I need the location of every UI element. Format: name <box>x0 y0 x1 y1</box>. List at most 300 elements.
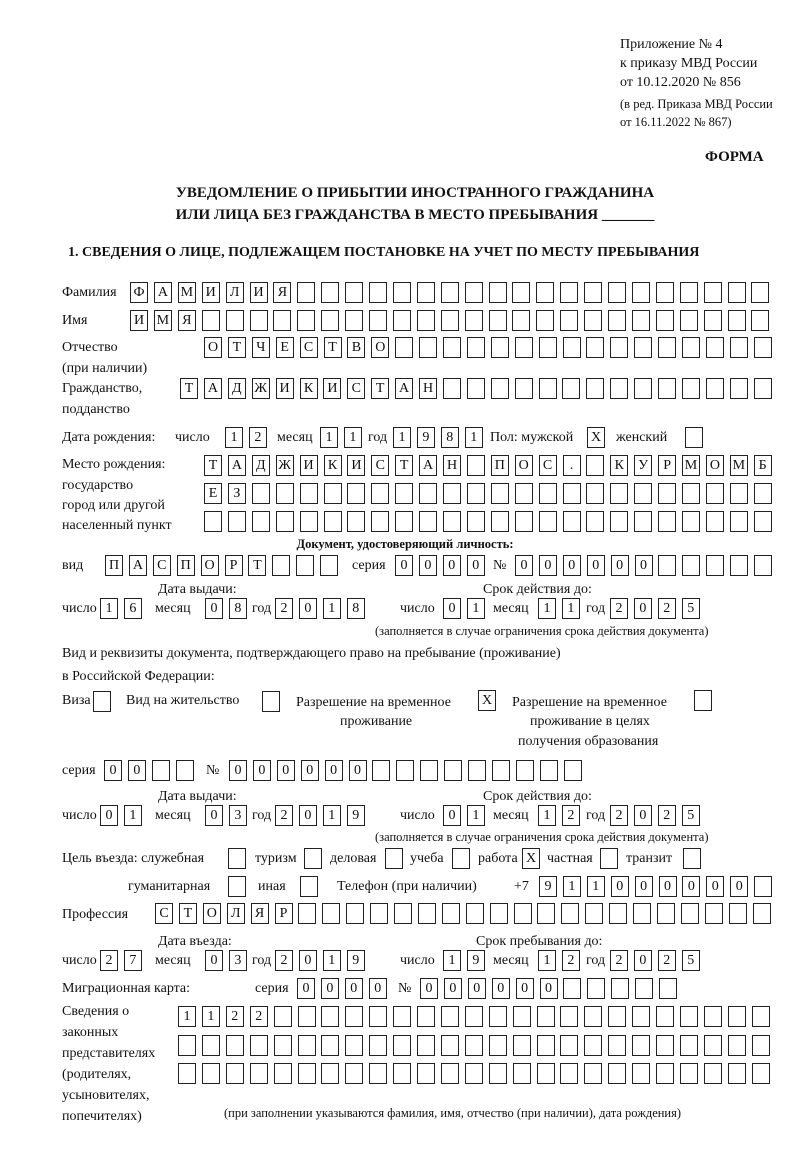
char-box[interactable] <box>585 903 603 924</box>
char-box[interactable]: 1 <box>320 427 338 448</box>
char-box[interactable] <box>587 978 605 999</box>
char-box[interactable] <box>610 511 628 532</box>
entry-day-field[interactable] <box>100 950 148 972</box>
char-box[interactable] <box>393 1035 411 1056</box>
char-box[interactable] <box>611 978 629 999</box>
doc-number-field[interactable] <box>515 555 778 577</box>
char-box[interactable] <box>705 903 723 924</box>
char-box[interactable]: К <box>300 378 318 399</box>
char-box[interactable] <box>492 760 510 781</box>
char-box[interactable]: 2 <box>275 950 293 971</box>
char-box[interactable] <box>752 1006 770 1027</box>
char-box[interactable]: 1 <box>393 427 411 448</box>
char-box[interactable] <box>395 483 413 504</box>
temp-residence-checkbox[interactable] <box>478 690 502 712</box>
char-box[interactable]: 1 <box>538 950 556 971</box>
char-box[interactable] <box>512 282 530 303</box>
char-box[interactable] <box>178 1063 196 1084</box>
char-box[interactable]: О <box>203 903 221 924</box>
char-box[interactable] <box>345 1063 363 1084</box>
char-box[interactable]: Я <box>178 310 196 331</box>
char-box[interactable] <box>682 378 700 399</box>
char-box[interactable]: 9 <box>539 876 557 897</box>
char-box[interactable] <box>730 337 748 358</box>
visa-checkbox[interactable] <box>93 691 117 713</box>
char-box[interactable] <box>513 1035 531 1056</box>
char-box[interactable] <box>321 282 339 303</box>
char-box[interactable]: Я <box>273 282 291 303</box>
char-box[interactable]: И <box>276 378 294 399</box>
doc-kind-field[interactable] <box>105 555 344 577</box>
char-box[interactable] <box>419 337 437 358</box>
char-box[interactable]: 2 <box>610 598 628 619</box>
char-box[interactable]: 0 <box>634 805 652 826</box>
char-box[interactable]: 0 <box>277 760 295 781</box>
char-box[interactable] <box>226 1063 244 1084</box>
char-box[interactable]: 0 <box>539 555 557 576</box>
char-box[interactable] <box>347 483 365 504</box>
char-box[interactable] <box>393 282 411 303</box>
char-box[interactable]: О <box>706 455 724 476</box>
char-box[interactable]: О <box>371 337 389 358</box>
char-box[interactable] <box>321 310 339 331</box>
char-box[interactable]: 5 <box>682 950 700 971</box>
char-box[interactable]: Т <box>371 378 389 399</box>
char-box[interactable] <box>298 1035 316 1056</box>
char-box[interactable] <box>539 378 557 399</box>
char-box[interactable] <box>345 310 363 331</box>
char-box[interactable]: 0 <box>100 805 118 826</box>
char-box[interactable] <box>297 310 315 331</box>
char-box[interactable]: И <box>202 282 220 303</box>
stay-month-field[interactable] <box>538 950 586 972</box>
char-box[interactable]: Е <box>204 483 222 504</box>
char-box[interactable] <box>754 876 772 897</box>
char-box[interactable] <box>657 903 675 924</box>
birth-month-field[interactable] <box>320 427 368 449</box>
doc-valid-month-field[interactable] <box>538 598 586 620</box>
char-box[interactable] <box>444 760 462 781</box>
char-box[interactable] <box>467 337 485 358</box>
char-box[interactable] <box>419 511 437 532</box>
char-box[interactable] <box>250 1063 268 1084</box>
char-box[interactable]: Т <box>204 455 222 476</box>
char-box[interactable] <box>491 511 509 532</box>
birthplace-field-3[interactable] <box>204 511 778 533</box>
char-box[interactable]: 0 <box>299 598 317 619</box>
rp-issue-year-field[interactable] <box>275 805 371 827</box>
purpose-humanitarian-checkbox[interactable] <box>228 876 252 898</box>
char-box[interactable] <box>152 760 170 781</box>
char-box[interactable] <box>274 1006 292 1027</box>
char-box[interactable] <box>298 903 316 924</box>
char-box[interactable] <box>228 511 246 532</box>
profession-field[interactable] <box>155 903 776 925</box>
char-box[interactable]: Д <box>228 378 246 399</box>
char-box[interactable] <box>561 903 579 924</box>
char-box[interactable]: 0 <box>443 598 461 619</box>
char-box[interactable]: 0 <box>325 760 343 781</box>
char-box[interactable]: Т <box>395 455 413 476</box>
char-box[interactable] <box>634 378 652 399</box>
char-box[interactable]: 1 <box>443 950 461 971</box>
char-box[interactable]: С <box>155 903 173 924</box>
entry-year-field[interactable] <box>275 950 371 972</box>
char-box[interactable]: А <box>129 555 147 576</box>
char-box[interactable]: Р <box>275 903 293 924</box>
char-box[interactable]: 1 <box>563 876 581 897</box>
char-box[interactable] <box>656 282 674 303</box>
char-box[interactable] <box>250 1035 268 1056</box>
char-box[interactable] <box>610 483 628 504</box>
char-box[interactable] <box>694 690 712 711</box>
surname-field[interactable] <box>130 282 775 304</box>
char-box[interactable] <box>656 1063 674 1084</box>
char-box[interactable] <box>682 483 700 504</box>
char-box[interactable]: 1 <box>587 876 605 897</box>
char-box[interactable] <box>728 1063 746 1084</box>
char-box[interactable]: И <box>130 310 148 331</box>
edu-residence-checkbox[interactable] <box>694 690 718 712</box>
purpose-work-checkbox[interactable] <box>522 848 546 870</box>
char-box[interactable] <box>417 1006 435 1027</box>
char-box[interactable] <box>385 848 403 869</box>
char-box[interactable] <box>465 310 483 331</box>
char-box[interactable]: 0 <box>515 555 533 576</box>
char-box[interactable] <box>563 483 581 504</box>
char-box[interactable] <box>563 337 581 358</box>
char-box[interactable]: 1 <box>178 1006 196 1027</box>
char-box[interactable]: Р <box>225 555 243 576</box>
char-box[interactable] <box>324 511 342 532</box>
char-box[interactable] <box>512 310 530 331</box>
char-box[interactable] <box>345 282 363 303</box>
char-box[interactable]: С <box>371 455 389 476</box>
char-box[interactable]: В <box>347 337 365 358</box>
char-box[interactable] <box>728 310 746 331</box>
char-box[interactable] <box>680 310 698 331</box>
char-box[interactable]: 9 <box>417 427 435 448</box>
char-box[interactable] <box>632 1006 650 1027</box>
char-box[interactable]: 1 <box>538 598 556 619</box>
char-box[interactable] <box>226 1035 244 1056</box>
female-checkbox[interactable] <box>685 427 709 449</box>
char-box[interactable] <box>274 1063 292 1084</box>
char-box[interactable] <box>754 337 772 358</box>
char-box[interactable]: 8 <box>441 427 459 448</box>
char-box[interactable]: 0 <box>321 978 339 999</box>
char-box[interactable] <box>706 337 724 358</box>
char-box[interactable] <box>321 1063 339 1084</box>
char-box[interactable] <box>441 1063 459 1084</box>
char-box[interactable] <box>751 310 769 331</box>
char-box[interactable]: 0 <box>659 876 677 897</box>
char-box[interactable] <box>730 483 748 504</box>
char-box[interactable] <box>753 903 771 924</box>
residence-permit-checkbox[interactable] <box>262 691 286 713</box>
char-box[interactable]: Т <box>180 378 198 399</box>
char-box[interactable] <box>395 511 413 532</box>
char-box[interactable] <box>276 511 294 532</box>
char-box[interactable]: 2 <box>250 1006 268 1027</box>
char-box[interactable] <box>489 1063 507 1084</box>
char-box[interactable] <box>371 483 389 504</box>
char-box[interactable]: М <box>178 282 196 303</box>
char-box[interactable]: П <box>105 555 123 576</box>
char-box[interactable] <box>443 337 461 358</box>
char-box[interactable] <box>489 310 507 331</box>
char-box[interactable] <box>658 378 676 399</box>
char-box[interactable] <box>276 483 294 504</box>
char-box[interactable]: 3 <box>229 805 247 826</box>
char-box[interactable] <box>515 337 533 358</box>
phone-field[interactable] <box>539 876 778 898</box>
char-box[interactable] <box>563 511 581 532</box>
char-box[interactable]: 1 <box>465 427 483 448</box>
char-box[interactable] <box>560 1006 578 1027</box>
char-box[interactable]: . <box>563 455 581 476</box>
char-box[interactable] <box>393 1006 411 1027</box>
char-box[interactable] <box>491 378 509 399</box>
char-box[interactable] <box>634 337 652 358</box>
char-box[interactable]: 2 <box>610 805 628 826</box>
rp-valid-year-field[interactable] <box>610 805 706 827</box>
char-box[interactable]: С <box>539 455 557 476</box>
char-box[interactable]: 0 <box>730 876 748 897</box>
char-box[interactable]: 0 <box>634 950 652 971</box>
char-box[interactable]: Т <box>248 555 266 576</box>
char-box[interactable] <box>395 337 413 358</box>
birthplace-field-1[interactable] <box>204 455 778 477</box>
char-box[interactable] <box>658 483 676 504</box>
char-box[interactable] <box>730 378 748 399</box>
char-box[interactable] <box>632 1063 650 1084</box>
char-box[interactable]: 2 <box>658 598 676 619</box>
char-box[interactable] <box>704 282 722 303</box>
char-box[interactable]: 1 <box>344 427 362 448</box>
char-box[interactable] <box>584 1006 602 1027</box>
char-box[interactable]: Д <box>252 455 270 476</box>
char-box[interactable]: Е <box>276 337 294 358</box>
char-box[interactable]: А <box>204 378 222 399</box>
char-box[interactable]: Ж <box>276 455 294 476</box>
char-box[interactable]: 8 <box>347 598 365 619</box>
char-box[interactable] <box>608 1063 626 1084</box>
char-box[interactable]: 3 <box>229 950 247 971</box>
char-box[interactable] <box>680 1006 698 1027</box>
char-box[interactable] <box>634 511 652 532</box>
char-box[interactable]: 0 <box>301 760 319 781</box>
char-box[interactable]: 8 <box>229 598 247 619</box>
char-box[interactable] <box>393 310 411 331</box>
char-box[interactable] <box>610 337 628 358</box>
doc-issue-day-field[interactable] <box>100 598 148 620</box>
char-box[interactable]: 2 <box>562 950 580 971</box>
char-box[interactable] <box>452 848 470 869</box>
char-box[interactable] <box>685 427 703 448</box>
char-box[interactable]: 0 <box>516 978 534 999</box>
char-box[interactable] <box>369 282 387 303</box>
char-box[interactable]: 0 <box>299 950 317 971</box>
char-box[interactable] <box>539 337 557 358</box>
char-box[interactable]: 9 <box>467 950 485 971</box>
char-box[interactable] <box>682 337 700 358</box>
char-box[interactable]: 1 <box>202 1006 220 1027</box>
char-box[interactable] <box>728 1035 746 1056</box>
char-box[interactable] <box>680 1035 698 1056</box>
char-box[interactable] <box>656 1035 674 1056</box>
mc-number-field[interactable] <box>420 978 683 1000</box>
char-box[interactable]: М <box>682 455 700 476</box>
char-box[interactable]: 0 <box>205 950 223 971</box>
char-box[interactable] <box>754 511 772 532</box>
rp-valid-month-field[interactable] <box>538 805 586 827</box>
char-box[interactable] <box>752 1035 770 1056</box>
char-box[interactable]: 0 <box>468 978 486 999</box>
char-box[interactable] <box>252 511 270 532</box>
char-box[interactable] <box>491 483 509 504</box>
char-box[interactable]: И <box>323 378 341 399</box>
char-box[interactable] <box>489 1035 507 1056</box>
char-box[interactable]: С <box>153 555 171 576</box>
doc-valid-day-field[interactable] <box>443 598 491 620</box>
name-field[interactable] <box>130 310 775 332</box>
char-box[interactable]: Л <box>226 282 244 303</box>
char-box[interactable] <box>608 310 626 331</box>
char-box[interactable] <box>178 1035 196 1056</box>
char-box[interactable] <box>608 1006 626 1027</box>
char-box[interactable] <box>465 1006 483 1027</box>
char-box[interactable] <box>560 310 578 331</box>
char-box[interactable] <box>586 378 604 399</box>
char-box[interactable] <box>680 1063 698 1084</box>
char-box[interactable]: 0 <box>587 555 605 576</box>
char-box[interactable]: А <box>395 378 413 399</box>
char-box[interactable]: X <box>522 848 540 869</box>
char-box[interactable] <box>730 511 748 532</box>
char-box[interactable] <box>634 483 652 504</box>
char-box[interactable]: 0 <box>420 978 438 999</box>
char-box[interactable] <box>513 1006 531 1027</box>
char-box[interactable] <box>346 903 364 924</box>
char-box[interactable] <box>393 1063 411 1084</box>
char-box[interactable] <box>441 1006 459 1027</box>
char-box[interactable]: 2 <box>249 427 267 448</box>
char-box[interactable] <box>656 310 674 331</box>
char-box[interactable] <box>250 310 268 331</box>
char-box[interactable] <box>539 483 557 504</box>
char-box[interactable] <box>417 310 435 331</box>
char-box[interactable]: 0 <box>205 598 223 619</box>
char-box[interactable]: 2 <box>658 950 676 971</box>
char-box[interactable] <box>659 978 677 999</box>
char-box[interactable]: 1 <box>538 805 556 826</box>
rp-issue-day-field[interactable] <box>100 805 148 827</box>
char-box[interactable]: 0 <box>611 555 629 576</box>
char-box[interactable] <box>417 1035 435 1056</box>
char-box[interactable] <box>729 903 747 924</box>
char-box[interactable] <box>515 483 533 504</box>
char-box[interactable] <box>465 1063 483 1084</box>
char-box[interactable] <box>704 1006 722 1027</box>
char-box[interactable]: 1 <box>323 950 341 971</box>
char-box[interactable] <box>681 903 699 924</box>
char-box[interactable] <box>658 555 676 576</box>
char-box[interactable] <box>443 378 461 399</box>
char-box[interactable] <box>372 760 390 781</box>
char-box[interactable] <box>417 282 435 303</box>
char-box[interactable] <box>274 1035 292 1056</box>
char-box[interactable]: С <box>347 378 365 399</box>
char-box[interactable]: Ф <box>130 282 148 303</box>
char-box[interactable]: 5 <box>682 805 700 826</box>
char-box[interactable]: 0 <box>443 805 461 826</box>
char-box[interactable] <box>321 1006 339 1027</box>
char-box[interactable] <box>658 511 676 532</box>
char-box[interactable] <box>683 848 701 869</box>
char-box[interactable]: Я <box>251 903 269 924</box>
char-box[interactable] <box>515 378 533 399</box>
purpose-study-checkbox[interactable] <box>452 848 476 870</box>
char-box[interactable] <box>297 282 315 303</box>
char-box[interactable]: 2 <box>610 950 628 971</box>
char-box[interactable]: И <box>300 455 318 476</box>
char-box[interactable] <box>586 511 604 532</box>
char-box[interactable] <box>704 310 722 331</box>
char-box[interactable]: 0 <box>635 876 653 897</box>
char-box[interactable] <box>562 378 580 399</box>
char-box[interactable] <box>564 760 582 781</box>
char-box[interactable] <box>443 483 461 504</box>
char-box[interactable]: О <box>204 337 222 358</box>
char-box[interactable]: М <box>154 310 172 331</box>
char-box[interactable]: 0 <box>443 555 461 576</box>
char-box[interactable] <box>298 1006 316 1027</box>
char-box[interactable]: Ч <box>252 337 270 358</box>
char-box[interactable]: 2 <box>275 598 293 619</box>
char-box[interactable] <box>468 760 486 781</box>
char-box[interactable] <box>680 282 698 303</box>
rp-number-field[interactable] <box>229 760 588 782</box>
char-box[interactable] <box>202 1035 220 1056</box>
char-box[interactable] <box>514 903 532 924</box>
char-box[interactable] <box>443 511 461 532</box>
char-box[interactable] <box>202 310 220 331</box>
char-box[interactable]: Н <box>443 455 461 476</box>
char-box[interactable] <box>441 282 459 303</box>
char-box[interactable]: 0 <box>229 760 247 781</box>
char-box[interactable]: X <box>478 690 496 711</box>
stay-year-field[interactable] <box>610 950 706 972</box>
char-box[interactable] <box>202 1063 220 1084</box>
char-box[interactable]: Л <box>227 903 245 924</box>
char-box[interactable] <box>417 1063 435 1084</box>
stay-day-field[interactable] <box>443 950 491 972</box>
char-box[interactable]: 0 <box>635 555 653 576</box>
char-box[interactable]: 1 <box>100 598 118 619</box>
char-box[interactable] <box>369 1006 387 1027</box>
char-box[interactable] <box>584 1035 602 1056</box>
mc-series-field[interactable] <box>297 978 393 1000</box>
char-box[interactable] <box>490 903 508 924</box>
char-box[interactable] <box>272 555 290 576</box>
char-box[interactable] <box>226 310 244 331</box>
char-box[interactable]: А <box>154 282 172 303</box>
char-box[interactable]: 2 <box>226 1006 244 1027</box>
char-box[interactable] <box>467 378 485 399</box>
char-box[interactable]: 1 <box>562 598 580 619</box>
char-box[interactable]: 9 <box>347 805 365 826</box>
